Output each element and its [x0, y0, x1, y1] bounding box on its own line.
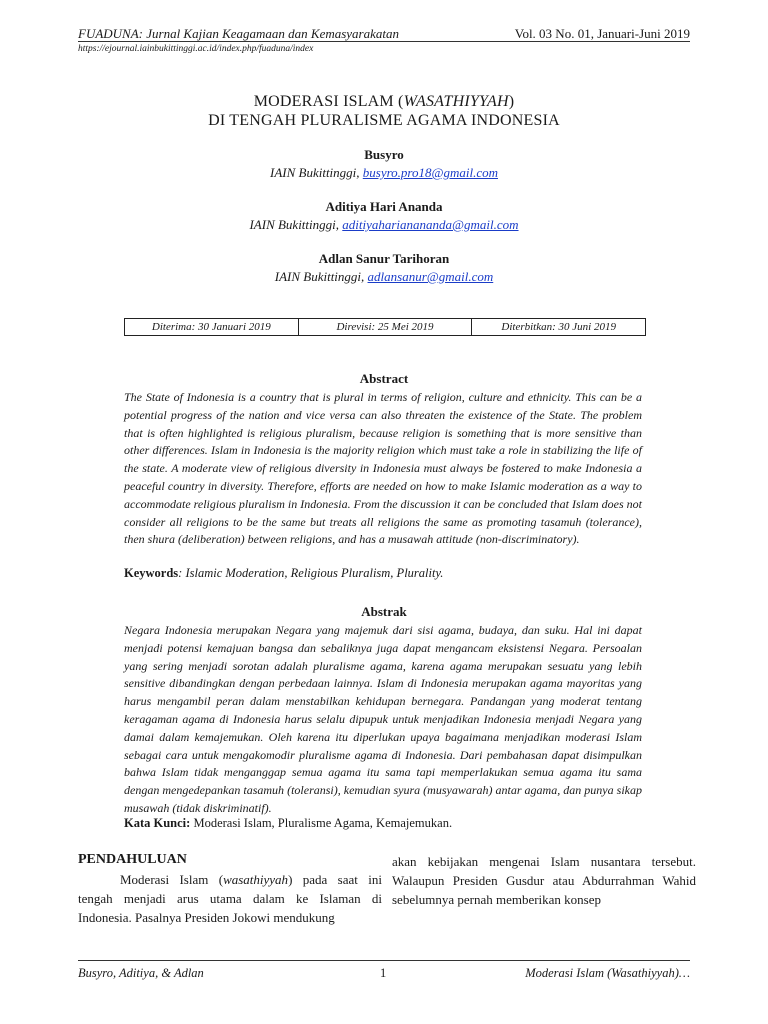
title-italic-term: WASATHIYYAH — [403, 93, 509, 110]
body-left-column — [78, 850, 382, 927]
kata-kunci-label: Kata Kunci: — [124, 816, 191, 830]
author-affiliation: IAIN Bukittinggi, aditiyaharianananda@gmail.com — [249, 217, 519, 232]
keywords-label: Keywords — [124, 566, 179, 580]
kata-kunci-list: Moderasi Islam, Pluralisme Agama, Kemajemukan. — [190, 816, 453, 830]
page-number: 1 — [380, 966, 387, 980]
author-block-2 — [78, 198, 690, 234]
author-affiliation: IAIN Bukittinggi, adlansanur@gmail.com — [274, 269, 494, 284]
footer-running-title: Moderasi Islam (Wasathiyyah)… — [525, 966, 690, 980]
footer-authors: Busyro, Aditiya, & Adlan — [78, 966, 204, 980]
author-name: Busyro — [364, 147, 404, 162]
author-email-link[interactable]: busyro.pro18@gmail.com — [362, 165, 498, 180]
journal-name: FUADUNA: Jurnal Kajian Keagamaan dan Kemasyarakatan — [78, 26, 400, 41]
keywords-list: : Islamic Moderation, Religious Pluralism, Plurality. — [178, 566, 444, 580]
section-heading: PENDAHULUAN — [78, 852, 187, 867]
date-received: Diterima: 30 Januari 2019 — [125, 319, 299, 335]
title-line-1: MODERASI ISLAM (WASATHIYYAH) — [253, 93, 515, 110]
abstract-keywords — [124, 565, 642, 582]
intro-paragraph-continued: akan kebijakan mengenai Islam nusantara tersebut. Walaupun Presiden Gusdur atau Abdurrahman Wahid sebelumnya pernah memberikan konsep — [392, 854, 696, 907]
author-name: Aditiya Hari Ananda — [325, 199, 443, 214]
abstrak-keywords — [124, 815, 642, 832]
journal-url-link[interactable]: https://ejournal.iainbukittinggi.ac.id/index.php/fuaduna/index — [78, 44, 314, 54]
paper-title — [78, 92, 690, 130]
abstrak-heading: Abstrak — [361, 604, 407, 619]
author-email-link[interactable]: aditiyaharianananda@gmail.com — [342, 217, 519, 232]
intro-paragraph: Moderasi Islam (wasathiyyah) pada saat ini tengah menjadi arus utama dalam ke Islaman di Indonesia. Pasalnya Presiden Jokowi mendukung — [78, 872, 382, 925]
author-block-3 — [78, 250, 690, 286]
date-published: Diterbitkan: 30 Juni 2019 — [501, 321, 616, 333]
article-dates-table — [124, 318, 646, 336]
abstrak-text: Negara Indonesia merupakan Negara yang majemuk dari sisi agama, budaya, dan suku. Hal ini dapat menjadi potensi kemajuan bangsa dan sebaliknya juga dapat mengancam eksistensi Negara. Persoalan yang sering menjadi sorotan adalah pluralisme agama, karena agama merupakan sesuatu yang lebih sensitive dibandingkan dengan perbedaan lainnya. Islam di Indonesia merupakan agama mayoritas yang harus mengambil peran dalam menstabilkan kehidupan bernegara. Pandangan yang moderat tentang keragaman agama di Indonesia harus selalu dipupuk untuk menjadikan Indonesia menjadi Negara yang damai dalam kemajemukan. Oleh karena itu diperlukan upaya bagaimana menjadikan moderasi Islam sebagai cara untuk mengakomodir pluralisme agama di Indonesia. Dari pembahasan dapat disimpulkan bahwa Islam tidak menganggap semua agama itu sama tapi memperlakukan semua agama itu sama dengan mengedepankan tasamuh (toleransi), kemudian syura (musyawarah) antar agama, dan punya sikap musawah (tidak diskriminatif). — [124, 623, 642, 815]
abstract-text: The State of Indonesia is a country that is plural in terms of religion, culture and ethnicity. This can be a potential progress of the nation and vice versa can also threaten the existence of the State. The problem that is often highlighted is religious pluralism, because religion is something that is more sensitive than other differences. Islam in Indonesia is the majority religion which must take a role in stabilizing the life of the state. A moderate view of religious diversity in Indonesia must always be fostered to make Indonesia a peaceful country in diversity. Therefore, efforts are needed on how to make Islamic moderation as a way to accommodate religious pluralism in Indonesia. From the discussion it can be concluded that Islam does not consider all religions to be the same but treats all religions the same as promoting tasamuh (tolerance), then shura (deliberation) between religions, and has a musawah attitude (non-discriminatory). — [124, 390, 642, 547]
intro-italic-term: wasathiyyah — [223, 872, 289, 887]
body-right-column — [392, 852, 696, 909]
journal-volume: Vol. 03 No. 01, Januari-Juni 2019 — [514, 26, 690, 41]
author-block-1 — [78, 146, 690, 182]
date-revised: Direvisi: 25 Mei 2019 — [299, 319, 473, 335]
title-line-2: DI TENGAH PLURALISME AGAMA INDONESIA — [208, 112, 560, 129]
footer-divider — [78, 960, 690, 961]
author-name: Adlan Sanur Tarihoran — [318, 251, 450, 266]
abstract-heading: Abstract — [359, 371, 409, 386]
author-email-link[interactable]: adlansanur@gmail.com — [367, 269, 494, 284]
header-divider — [78, 41, 690, 42]
author-affiliation: IAIN Bukittinggi, busyro.pro18@gmail.com — [269, 165, 498, 180]
